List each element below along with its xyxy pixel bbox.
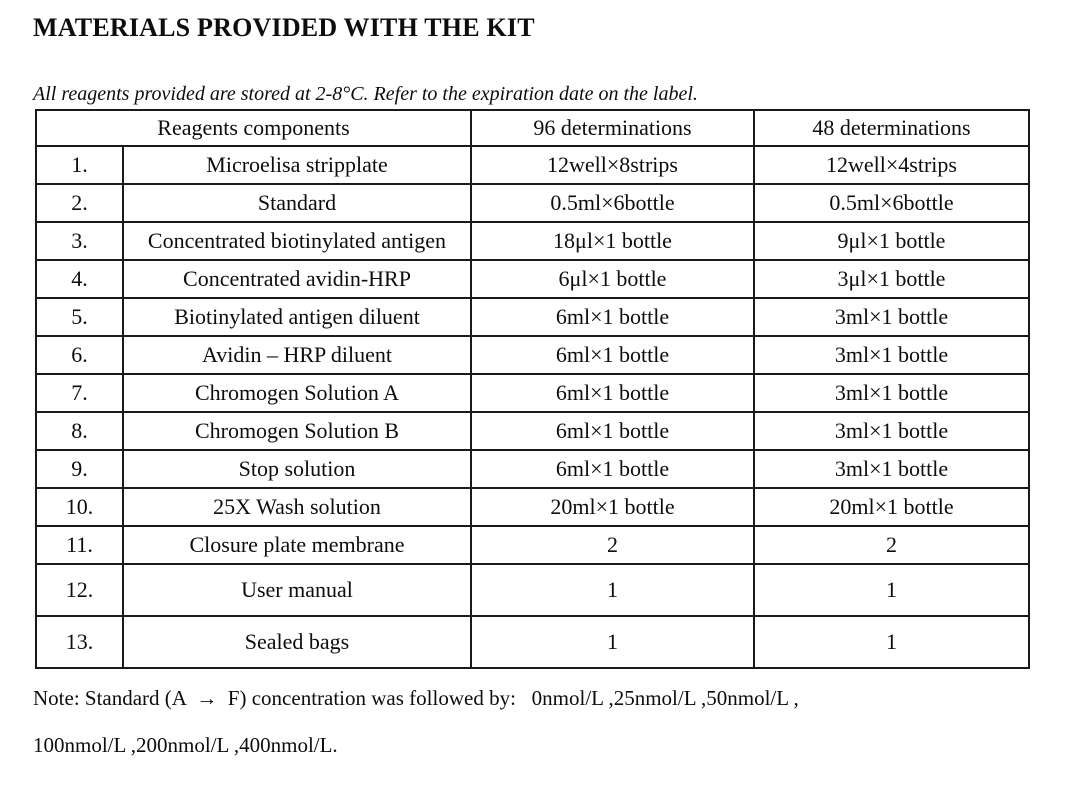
row-number-cell: 9. xyxy=(36,450,123,488)
det96-cell: 18μl×1 bottle xyxy=(471,222,754,260)
document-page xyxy=(0,12,1078,787)
det96-cell: 1 xyxy=(471,564,754,616)
table-row xyxy=(36,564,1029,616)
row-number-cell: 2. xyxy=(36,184,123,222)
det48-cell: 20ml×1 bottle xyxy=(754,488,1029,526)
header-96-determinations: 96 determinations xyxy=(471,110,754,146)
reagent-name-cell: 25X Wash solution xyxy=(123,488,471,526)
det48-cell: 9μl×1 bottle xyxy=(754,222,1029,260)
det96-cell: 1 xyxy=(471,616,754,668)
row-number-cell: 5. xyxy=(36,298,123,336)
reagent-name-cell: Chromogen Solution B xyxy=(123,412,471,450)
det96-cell: 0.5ml×6bottle xyxy=(471,184,754,222)
det96-cell: 6ml×1 bottle xyxy=(471,450,754,488)
row-number-cell: 10. xyxy=(36,488,123,526)
reagent-name-cell: Microelisa stripplate xyxy=(123,146,471,184)
row-number-cell: 4. xyxy=(36,260,123,298)
det48-cell: 3μl×1 bottle xyxy=(754,260,1029,298)
reagent-name-cell: Avidin – HRP diluent xyxy=(123,336,471,374)
reagent-name-cell: User manual xyxy=(123,564,471,616)
det48-cell: 0.5ml×6bottle xyxy=(754,184,1029,222)
header-48-determinations: 48 determinations xyxy=(754,110,1029,146)
table-row xyxy=(36,526,1029,564)
det48-cell: 3ml×1 bottle xyxy=(754,450,1029,488)
det96-cell: 2 xyxy=(471,526,754,564)
row-number-cell: 1. xyxy=(36,146,123,184)
table-header-row xyxy=(36,110,1029,146)
reagent-name-cell: Closure plate membrane xyxy=(123,526,471,564)
det96-cell: 6ml×1 bottle xyxy=(471,374,754,412)
page-title: MATERIALS PROVIDED WITH THE KIT xyxy=(33,13,535,42)
row-number-cell: 13. xyxy=(36,616,123,668)
table-row xyxy=(36,298,1029,336)
det48-cell: 3ml×1 bottle xyxy=(754,298,1029,336)
table-row xyxy=(36,374,1029,412)
table-row xyxy=(36,260,1029,298)
table-row xyxy=(36,488,1029,526)
det96-cell: 12well×8strips xyxy=(471,146,754,184)
storage-note: All reagents provided are stored at 2-8°C. Refer to the expiration date on the label. xyxy=(33,83,698,106)
materials-table xyxy=(35,109,1030,669)
table-row xyxy=(36,412,1029,450)
reagent-name-cell: Concentrated avidin-HRP xyxy=(123,260,471,298)
row-number-cell: 8. xyxy=(36,412,123,450)
footnote-line-2: 100nmol/L ,200nmol/L ,400nmol/L. xyxy=(33,733,338,758)
det48-cell: 12well×4strips xyxy=(754,146,1029,184)
row-number-cell: 6. xyxy=(36,336,123,374)
table-row xyxy=(36,450,1029,488)
det48-cell: 1 xyxy=(754,564,1029,616)
det96-cell: 6μl×1 bottle xyxy=(471,260,754,298)
det96-cell: 20ml×1 bottle xyxy=(471,488,754,526)
reagent-name-cell: Standard xyxy=(123,184,471,222)
reagent-name-cell: Chromogen Solution A xyxy=(123,374,471,412)
row-number-cell: 12. xyxy=(36,564,123,616)
det96-cell: 6ml×1 bottle xyxy=(471,336,754,374)
det48-cell: 3ml×1 bottle xyxy=(754,374,1029,412)
det48-cell: 1 xyxy=(754,616,1029,668)
reagent-name-cell: Sealed bags xyxy=(123,616,471,668)
table-row xyxy=(36,336,1029,374)
header-reagents-components: Reagents components xyxy=(36,110,471,146)
row-number-cell: 7. xyxy=(36,374,123,412)
row-number-cell: 11. xyxy=(36,526,123,564)
det48-cell: 2 xyxy=(754,526,1029,564)
footnote-line-1: Note: Standard (A → F) concentration was followed by: 0nmol/L ,25nmol/L ,50nmol/L , xyxy=(33,686,799,711)
table-row xyxy=(36,222,1029,260)
table-row xyxy=(36,146,1029,184)
row-number-cell: 3. xyxy=(36,222,123,260)
det96-cell: 6ml×1 bottle xyxy=(471,412,754,450)
reagent-name-cell: Biotinylated antigen diluent xyxy=(123,298,471,336)
det48-cell: 3ml×1 bottle xyxy=(754,412,1029,450)
reagent-name-cell: Concentrated biotinylated antigen xyxy=(123,222,471,260)
det96-cell: 6ml×1 bottle xyxy=(471,298,754,336)
table-row xyxy=(36,184,1029,222)
table-row xyxy=(36,616,1029,668)
det48-cell: 3ml×1 bottle xyxy=(754,336,1029,374)
reagent-name-cell: Stop solution xyxy=(123,450,471,488)
